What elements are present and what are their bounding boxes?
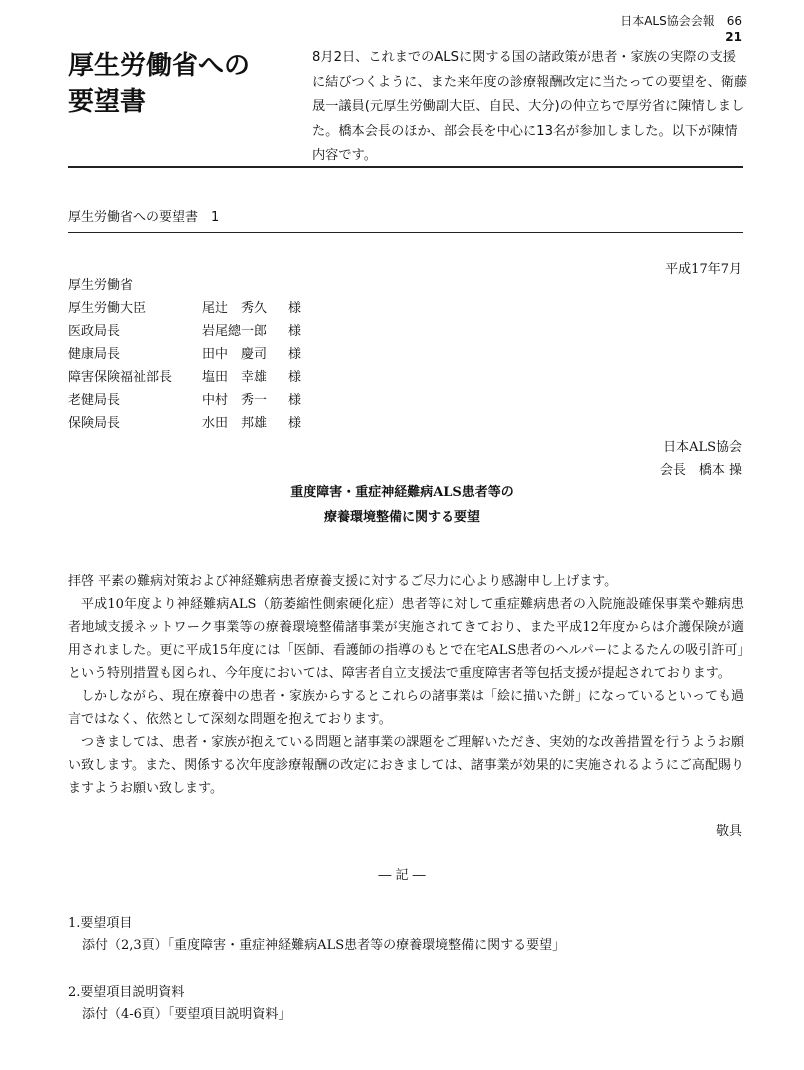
recipient-row bbox=[68, 366, 301, 389]
journal-header: 日本ALS協会会報 66 bbox=[620, 14, 742, 28]
list-heading-1: 1.要望項目 bbox=[68, 916, 133, 931]
recipient-row bbox=[68, 320, 301, 343]
recipient-block bbox=[68, 274, 301, 435]
recipient-org: 障害保険福祉部長 bbox=[68, 370, 173, 385]
divider-top bbox=[68, 166, 743, 168]
recipient-name: 中村 秀一 bbox=[202, 393, 268, 408]
sender-organization: 日本ALS協会 bbox=[663, 440, 742, 455]
greeting-paragraph: 拝啓 平素の難病対策および神経難病患者療養支援に対するご尽力に心より感謝申し上げます。 bbox=[68, 574, 618, 589]
request-title bbox=[0, 480, 804, 530]
letter-body bbox=[68, 570, 744, 800]
list-item-1: 添付（2,3頁）「重度障害・重症神経難病ALS患者等の療養環境整備に関する要望」 bbox=[82, 938, 566, 953]
recipient-honorific: 様 bbox=[288, 324, 302, 339]
recipient-name: 水田 邦雄 bbox=[202, 416, 268, 431]
recipient-org: 厚生労働大臣 bbox=[68, 301, 147, 316]
recipient-org: 保険局長 bbox=[68, 416, 121, 431]
recipient-row bbox=[68, 297, 301, 320]
sender-name: 会長 橋本 操 bbox=[659, 463, 742, 478]
page-number: 21 bbox=[725, 30, 742, 44]
recipient-honorific: 様 bbox=[288, 370, 302, 385]
article-title: 厚生労働省への 要望書 bbox=[68, 51, 251, 117]
ki-marker: ― 記 ― bbox=[378, 868, 426, 883]
section-title: 厚生労働省への要望書 1 bbox=[68, 210, 220, 225]
intro-paragraph: 8月2日、これまでのALSに関する国の諸政策が患者・家族の実際の支援に結びつくように、また来年度の診療報酬改定に当たっての要望を、衛藤晟一議員(元厚生労働副大臣、自民、大分)の仲立ちで厚労省に陳情しました。橋本会長のほか、部会長を中心に13名が参加しました。以下が陳情内容です。 bbox=[312, 50, 748, 163]
recipient-row bbox=[68, 343, 301, 366]
recipient-name: 尾辻 秀久 bbox=[202, 301, 268, 316]
list-heading-2: 2.要望項目説明資料 bbox=[68, 985, 185, 1000]
recipient-honorific: 様 bbox=[288, 301, 302, 316]
body-paragraph-1: 平成10年度より神経難病ALS（筋萎縮性側索硬化症）患者等に対して重症難病患者の入院施設確保事業や難病患者地域支援ネットワーク事業等の療養環境整備諸事業が実施されてきており、また平成12年度からは介護保険が適用されました。更に平成15年度には「医師、看護師の指導のもとで在宅ALS患者のヘルパーによるたんの吸引許可」という特別措置も図られ、今年度においては、障害者自立支援法で重度障害者等包括支援が提起されております。 bbox=[68, 597, 744, 681]
recipient-name: 田中 慶司 bbox=[202, 347, 268, 362]
document-date: 平成17年7月 bbox=[665, 262, 742, 277]
list-item-2: 添付（4-6頁）「要望項目説明資料」 bbox=[82, 1007, 292, 1022]
recipient-org: 老健局長 bbox=[68, 393, 121, 408]
body-paragraph-3: つきましては、患者・家族が抱えている問題と諸事業の課題をご理解いただき、実効的な改善措置を行うようお願い致します。また、関係する次年度診療報酬の改定におきましては、諸事業が効果的に実施されるようにご高配賜りますようお願い致します。 bbox=[68, 735, 744, 796]
recipient-honorific: 様 bbox=[288, 347, 302, 362]
request-title-line1: 重度障害・重症神経難病ALS患者等の bbox=[290, 485, 514, 500]
recipient-org: 健康局長 bbox=[68, 347, 121, 362]
recipient-org: 医政局長 bbox=[68, 324, 121, 339]
recipient-name: 岩尾總一郎 bbox=[202, 324, 268, 339]
recipient-row bbox=[68, 412, 301, 435]
closing-salutation: 敬具 bbox=[715, 824, 742, 839]
body-paragraph-2: しかしながら、現在療養中の患者・家族からするとこれらの諸事業は「絵に描いた餅」になっているといっても過言ではなく、依然として深刻な問題を抱えております。 bbox=[68, 689, 745, 727]
recipient-name: 塩田 幸雄 bbox=[202, 370, 268, 385]
recipient-honorific: 様 bbox=[288, 416, 302, 431]
request-title-line2: 療養環境整備に関する要望 bbox=[323, 510, 480, 525]
recipient-ministry: 厚生労働省 bbox=[68, 278, 134, 293]
divider-section bbox=[68, 232, 743, 233]
recipient-row bbox=[68, 389, 301, 412]
recipient-honorific: 様 bbox=[288, 393, 302, 408]
